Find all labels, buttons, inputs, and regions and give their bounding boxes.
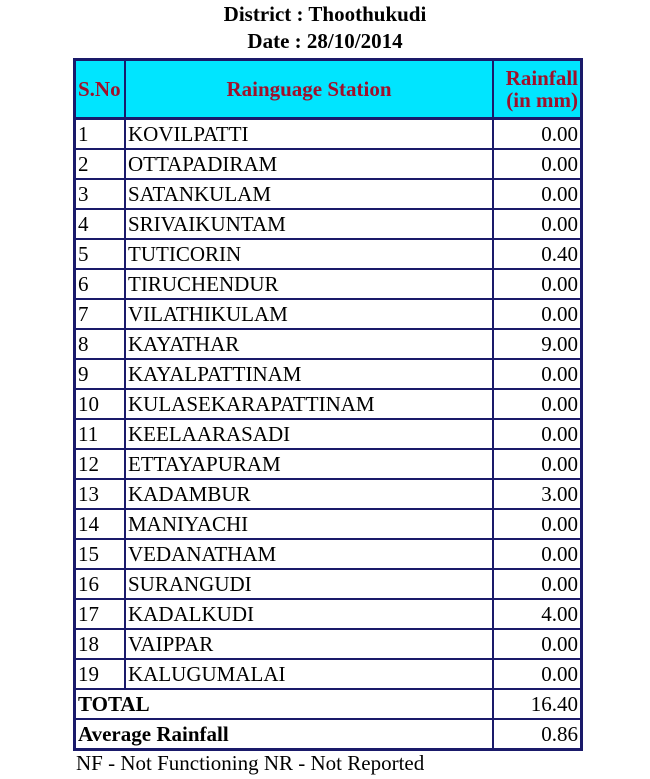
table-row (75, 389, 581, 419)
table-row (75, 569, 581, 599)
cell-station: SURANGUDI (125, 569, 493, 599)
cell-sno: 16 (75, 569, 125, 599)
total-label: TOTAL (75, 689, 493, 719)
cell-station: VILATHIKULAM (125, 299, 493, 329)
cell-station: KULASEKARAPATTINAM (125, 389, 493, 419)
total-value: 16.40 (493, 689, 581, 719)
cell-sno: 1 (75, 119, 125, 149)
cell-rainfall: 0.00 (493, 509, 581, 539)
cell-rainfall: 0.00 (493, 269, 581, 299)
district-title: District : Thoothukudi (223, 2, 427, 26)
table-row (75, 659, 581, 689)
total-row (75, 689, 581, 719)
table-row (75, 209, 581, 239)
table-row (75, 149, 581, 179)
cell-station: KOVILPATTI (125, 119, 493, 149)
table-row (75, 269, 581, 299)
average-row (75, 719, 581, 749)
header-station: Rainguage Station (125, 60, 493, 119)
report-date: Date : 28/10/2014 (247, 29, 403, 53)
cell-rainfall: 0.00 (493, 299, 581, 329)
cell-sno: 4 (75, 209, 125, 239)
cell-station: KALUGUMALAI (125, 659, 493, 689)
cell-station: KAYALPATTINAM (125, 359, 493, 389)
cell-station: KEELAARASADI (125, 419, 493, 449)
cell-sno: 18 (75, 629, 125, 659)
header-rainfall-line1: Rainfall (505, 66, 578, 90)
cell-station: SRIVAIKUNTAM (125, 209, 493, 239)
cell-rainfall: 3.00 (493, 479, 581, 509)
cell-rainfall: 0.00 (493, 419, 581, 449)
header-rainfall-line2: (in mm) (506, 88, 578, 112)
cell-sno: 7 (75, 299, 125, 329)
table-row (75, 239, 581, 269)
table-row (75, 449, 581, 479)
cell-station: MANIYACHI (125, 509, 493, 539)
cell-rainfall: 0.40 (493, 239, 581, 269)
cell-sno: 19 (75, 659, 125, 689)
cell-sno: 8 (75, 329, 125, 359)
cell-sno: 5 (75, 239, 125, 269)
cell-rainfall: 0.00 (493, 569, 581, 599)
cell-sno: 3 (75, 179, 125, 209)
cell-rainfall: 0.00 (493, 179, 581, 209)
table-header-row (75, 60, 581, 119)
table-row (75, 359, 581, 389)
cell-rainfall: 0.00 (493, 359, 581, 389)
cell-station: OTTAPADIRAM (125, 149, 493, 179)
cell-rainfall: 0.00 (493, 119, 581, 149)
legend-note: NF - Not Functioning NR - Not Reported (76, 751, 425, 775)
table-row (75, 299, 581, 329)
cell-rainfall: 4.00 (493, 599, 581, 629)
table-row (75, 179, 581, 209)
table-row (75, 119, 581, 149)
cell-station: TIRUCHENDUR (125, 269, 493, 299)
cell-sno: 17 (75, 599, 125, 629)
cell-sno: 10 (75, 389, 125, 419)
average-value: 0.86 (493, 719, 581, 749)
cell-rainfall: 0.00 (493, 449, 581, 479)
cell-sno: 11 (75, 419, 125, 449)
cell-station: SATANKULAM (125, 179, 493, 209)
table-row (75, 419, 581, 449)
header-sno: S.No (75, 60, 125, 119)
cell-sno: 2 (75, 149, 125, 179)
table-body (75, 119, 581, 689)
cell-station: KADALKUDI (125, 599, 493, 629)
cell-station: KAYATHAR (125, 329, 493, 359)
table-row (75, 539, 581, 569)
cell-rainfall: 0.00 (493, 539, 581, 569)
table-row (75, 599, 581, 629)
cell-rainfall: 0.00 (493, 389, 581, 419)
cell-sno: 9 (75, 359, 125, 389)
cell-station: VAIPPAR (125, 629, 493, 659)
table-row (75, 479, 581, 509)
cell-sno: 15 (75, 539, 125, 569)
cell-station: KADAMBUR (125, 479, 493, 509)
average-label: Average Rainfall (75, 719, 493, 749)
table-row (75, 329, 581, 359)
table-row (75, 629, 581, 659)
cell-station: TUTICORIN (125, 239, 493, 269)
cell-rainfall: 0.00 (493, 629, 581, 659)
cell-station: VEDANATHAM (125, 539, 493, 569)
rainfall-table (73, 58, 583, 751)
cell-sno: 6 (75, 269, 125, 299)
table-row (75, 509, 581, 539)
cell-rainfall: 0.00 (493, 659, 581, 689)
cell-sno: 14 (75, 509, 125, 539)
header-rainfall (493, 60, 581, 119)
cell-station: ETTAYAPURAM (125, 449, 493, 479)
cell-sno: 12 (75, 449, 125, 479)
cell-rainfall: 9.00 (493, 329, 581, 359)
cell-sno: 13 (75, 479, 125, 509)
cell-rainfall: 0.00 (493, 209, 581, 239)
cell-rainfall: 0.00 (493, 149, 581, 179)
